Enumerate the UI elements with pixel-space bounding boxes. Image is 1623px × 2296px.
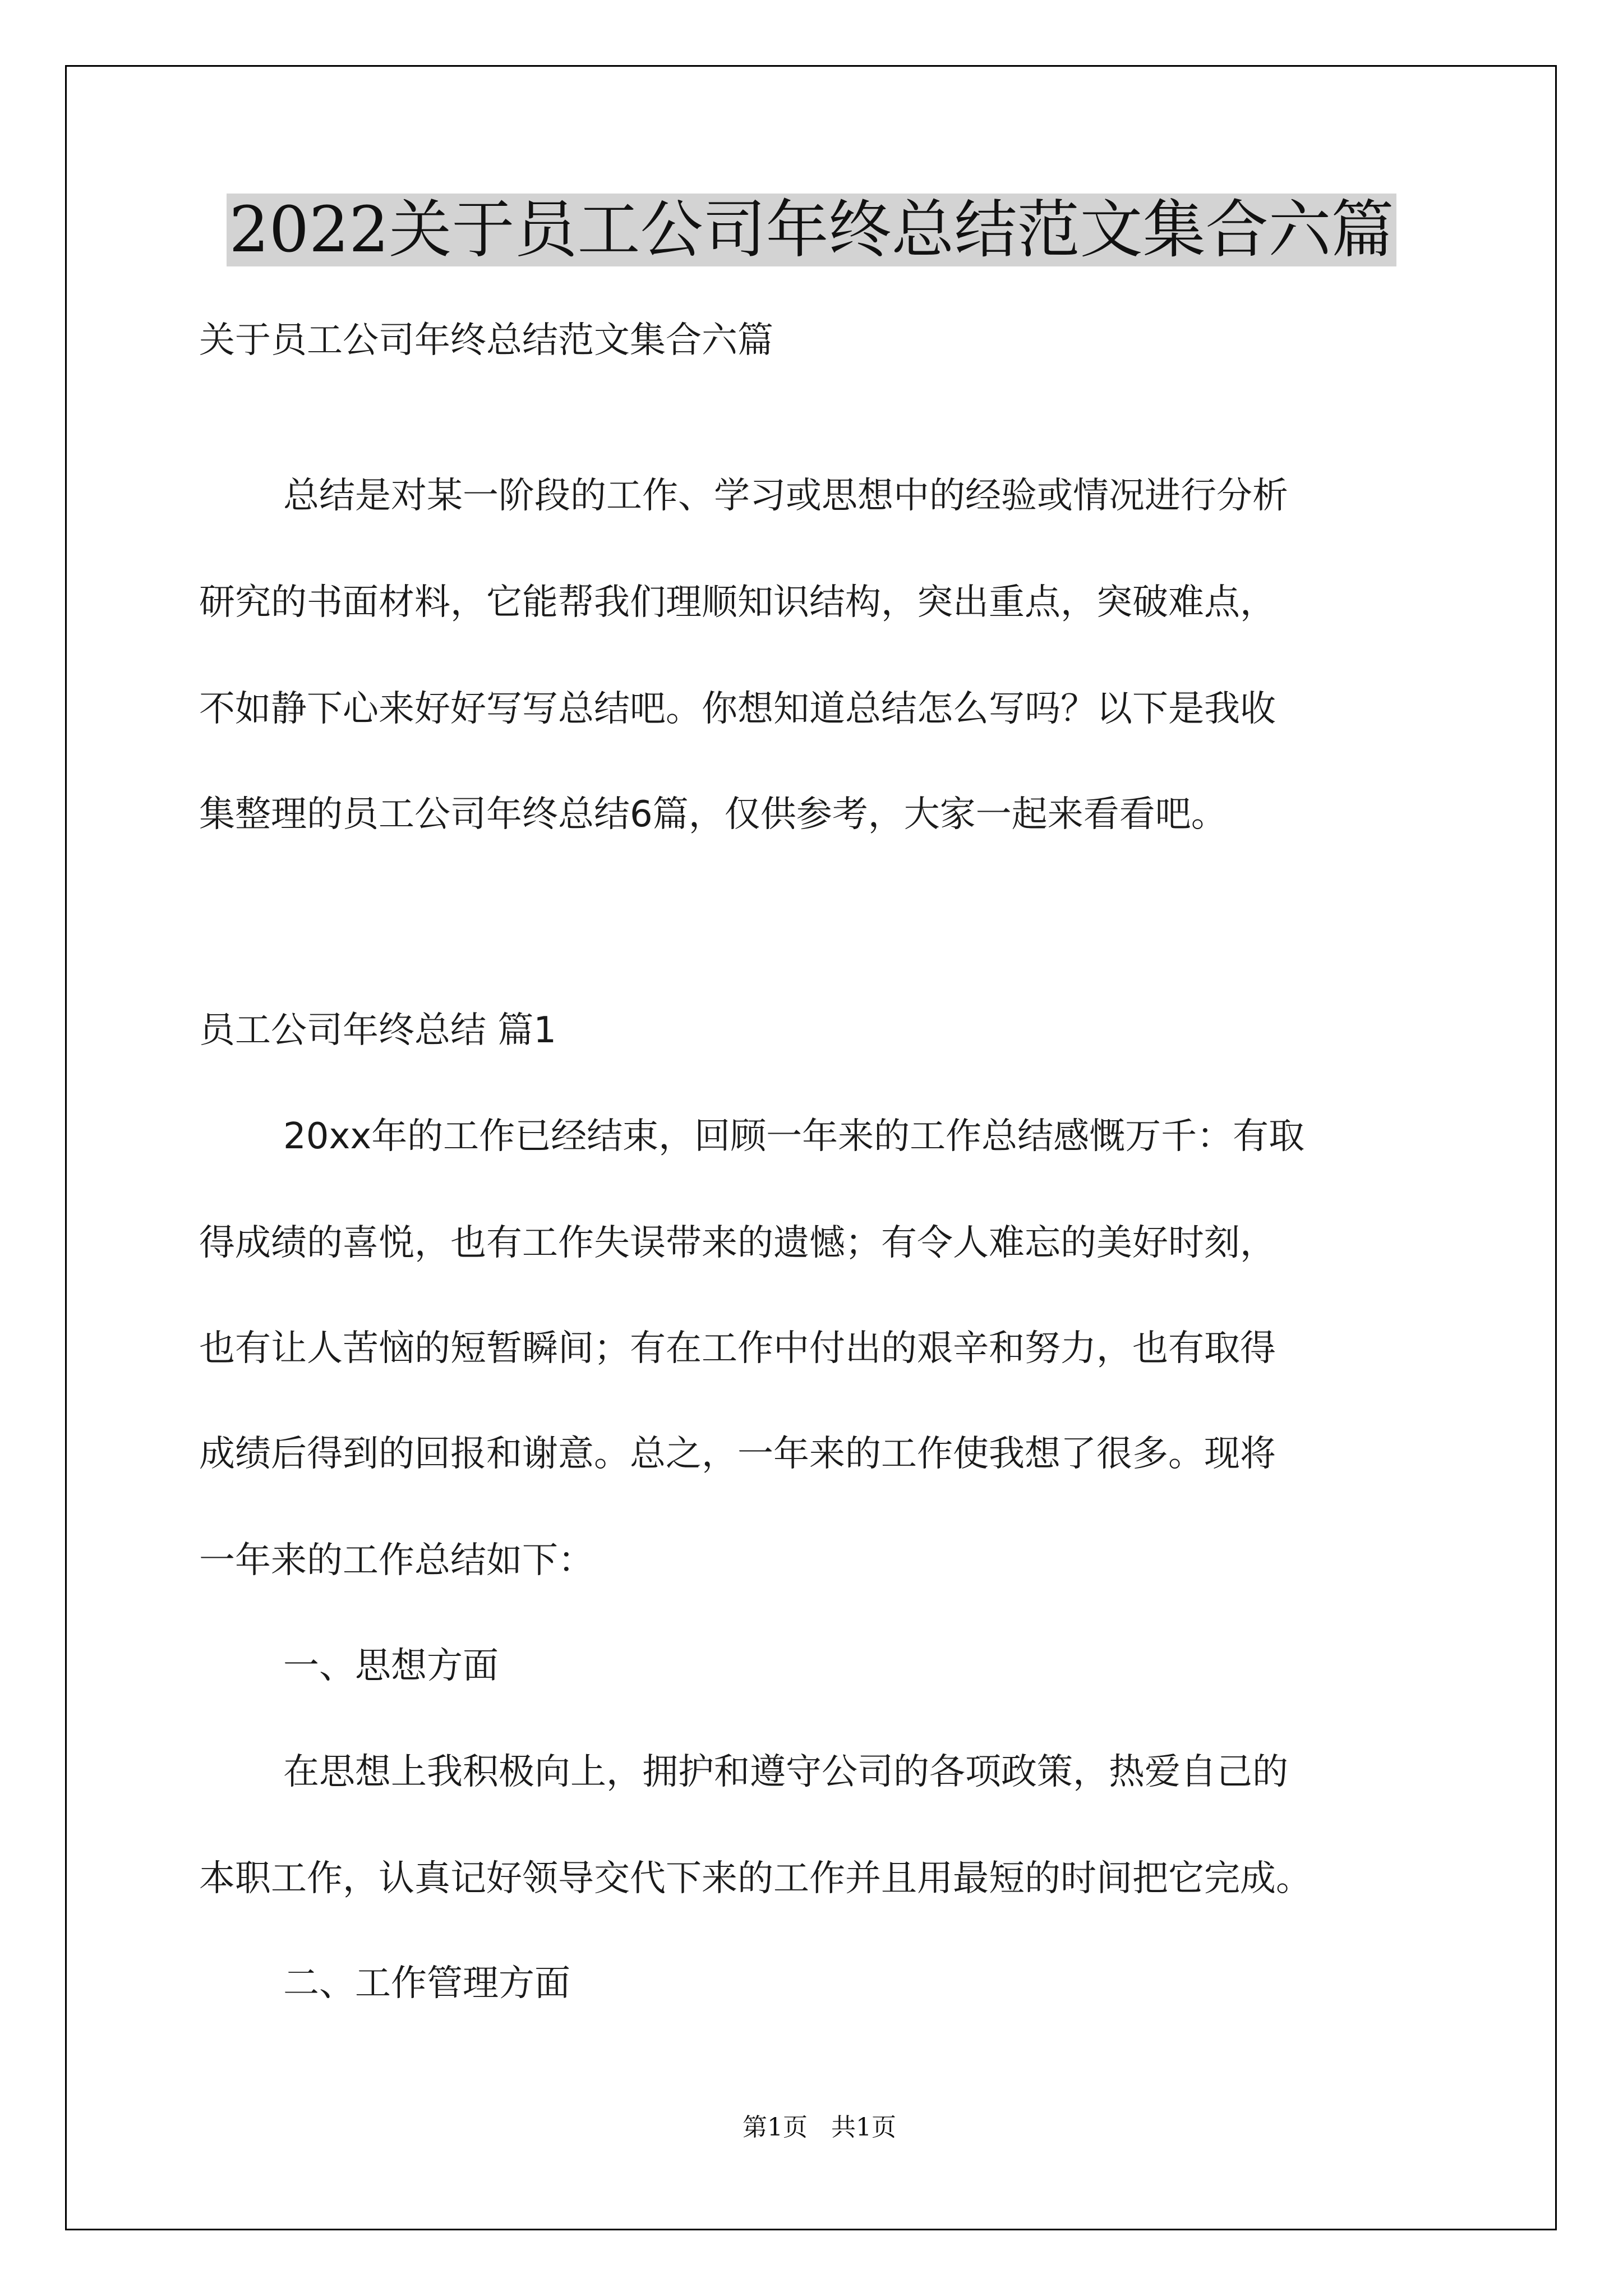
intro-line: 集整理的员工公司年终总结6篇，仅供参考，大家一起来看看吧。 [199, 794, 1227, 835]
section-line: 成绩后得到的回报和谢意。总之，一年来的工作使我想了很多。现将 [199, 1433, 1276, 1475]
subsection-2-heading: 二、工作管理方面 [283, 1963, 570, 2004]
subsection-1-heading: 一、思想方面 [283, 1645, 499, 1687]
document-title [0, 191, 1623, 269]
section-line: 20xx年的工作已经结束，回顾一年来的工作总结感慨万千：有取 [283, 1116, 1305, 1157]
intro-line: 研究的书面材料，它能帮我们理顺知识结构，突出重点，突破难点， [199, 582, 1276, 623]
subsection-1-line: 本职工作，认真记好领导交代下来的工作并且用最短的时间把它完成。 [199, 1858, 1312, 1899]
intro-line: 总结是对某一阶段的工作、学习或思想中的经验或情况进行分析 [283, 475, 1288, 517]
subtitle-line: 关于员工公司年终总结范文集合六篇 [199, 320, 773, 361]
section-line: 一年来的工作总结如下： [199, 1540, 594, 1581]
subsection-1-line: 在思想上我积极向上，拥护和遵守公司的各项政策，热爱自己的 [283, 1751, 1288, 1793]
intro-line: 不如静下心来好好写写总结吧。你想知道总结怎么写吗？以下是我收 [199, 688, 1276, 730]
section-line: 得成绩的喜悦，也有工作失误带来的遗憾；有令人难忘的美好时刻， [199, 1222, 1276, 1264]
page-footer [0, 2078, 1623, 2143]
section-heading-text: 员工公司年终总结 篇1 [199, 1010, 557, 1051]
document-title-text: 2022关于员工公司年终总结范文集合六篇 [227, 194, 1396, 266]
page-number: 第1页 共1页 [743, 2113, 896, 2142]
section-line: 也有让人苦恼的短暂瞬间；有在工作中付出的艰辛和努力，也有取得 [199, 1328, 1276, 1369]
